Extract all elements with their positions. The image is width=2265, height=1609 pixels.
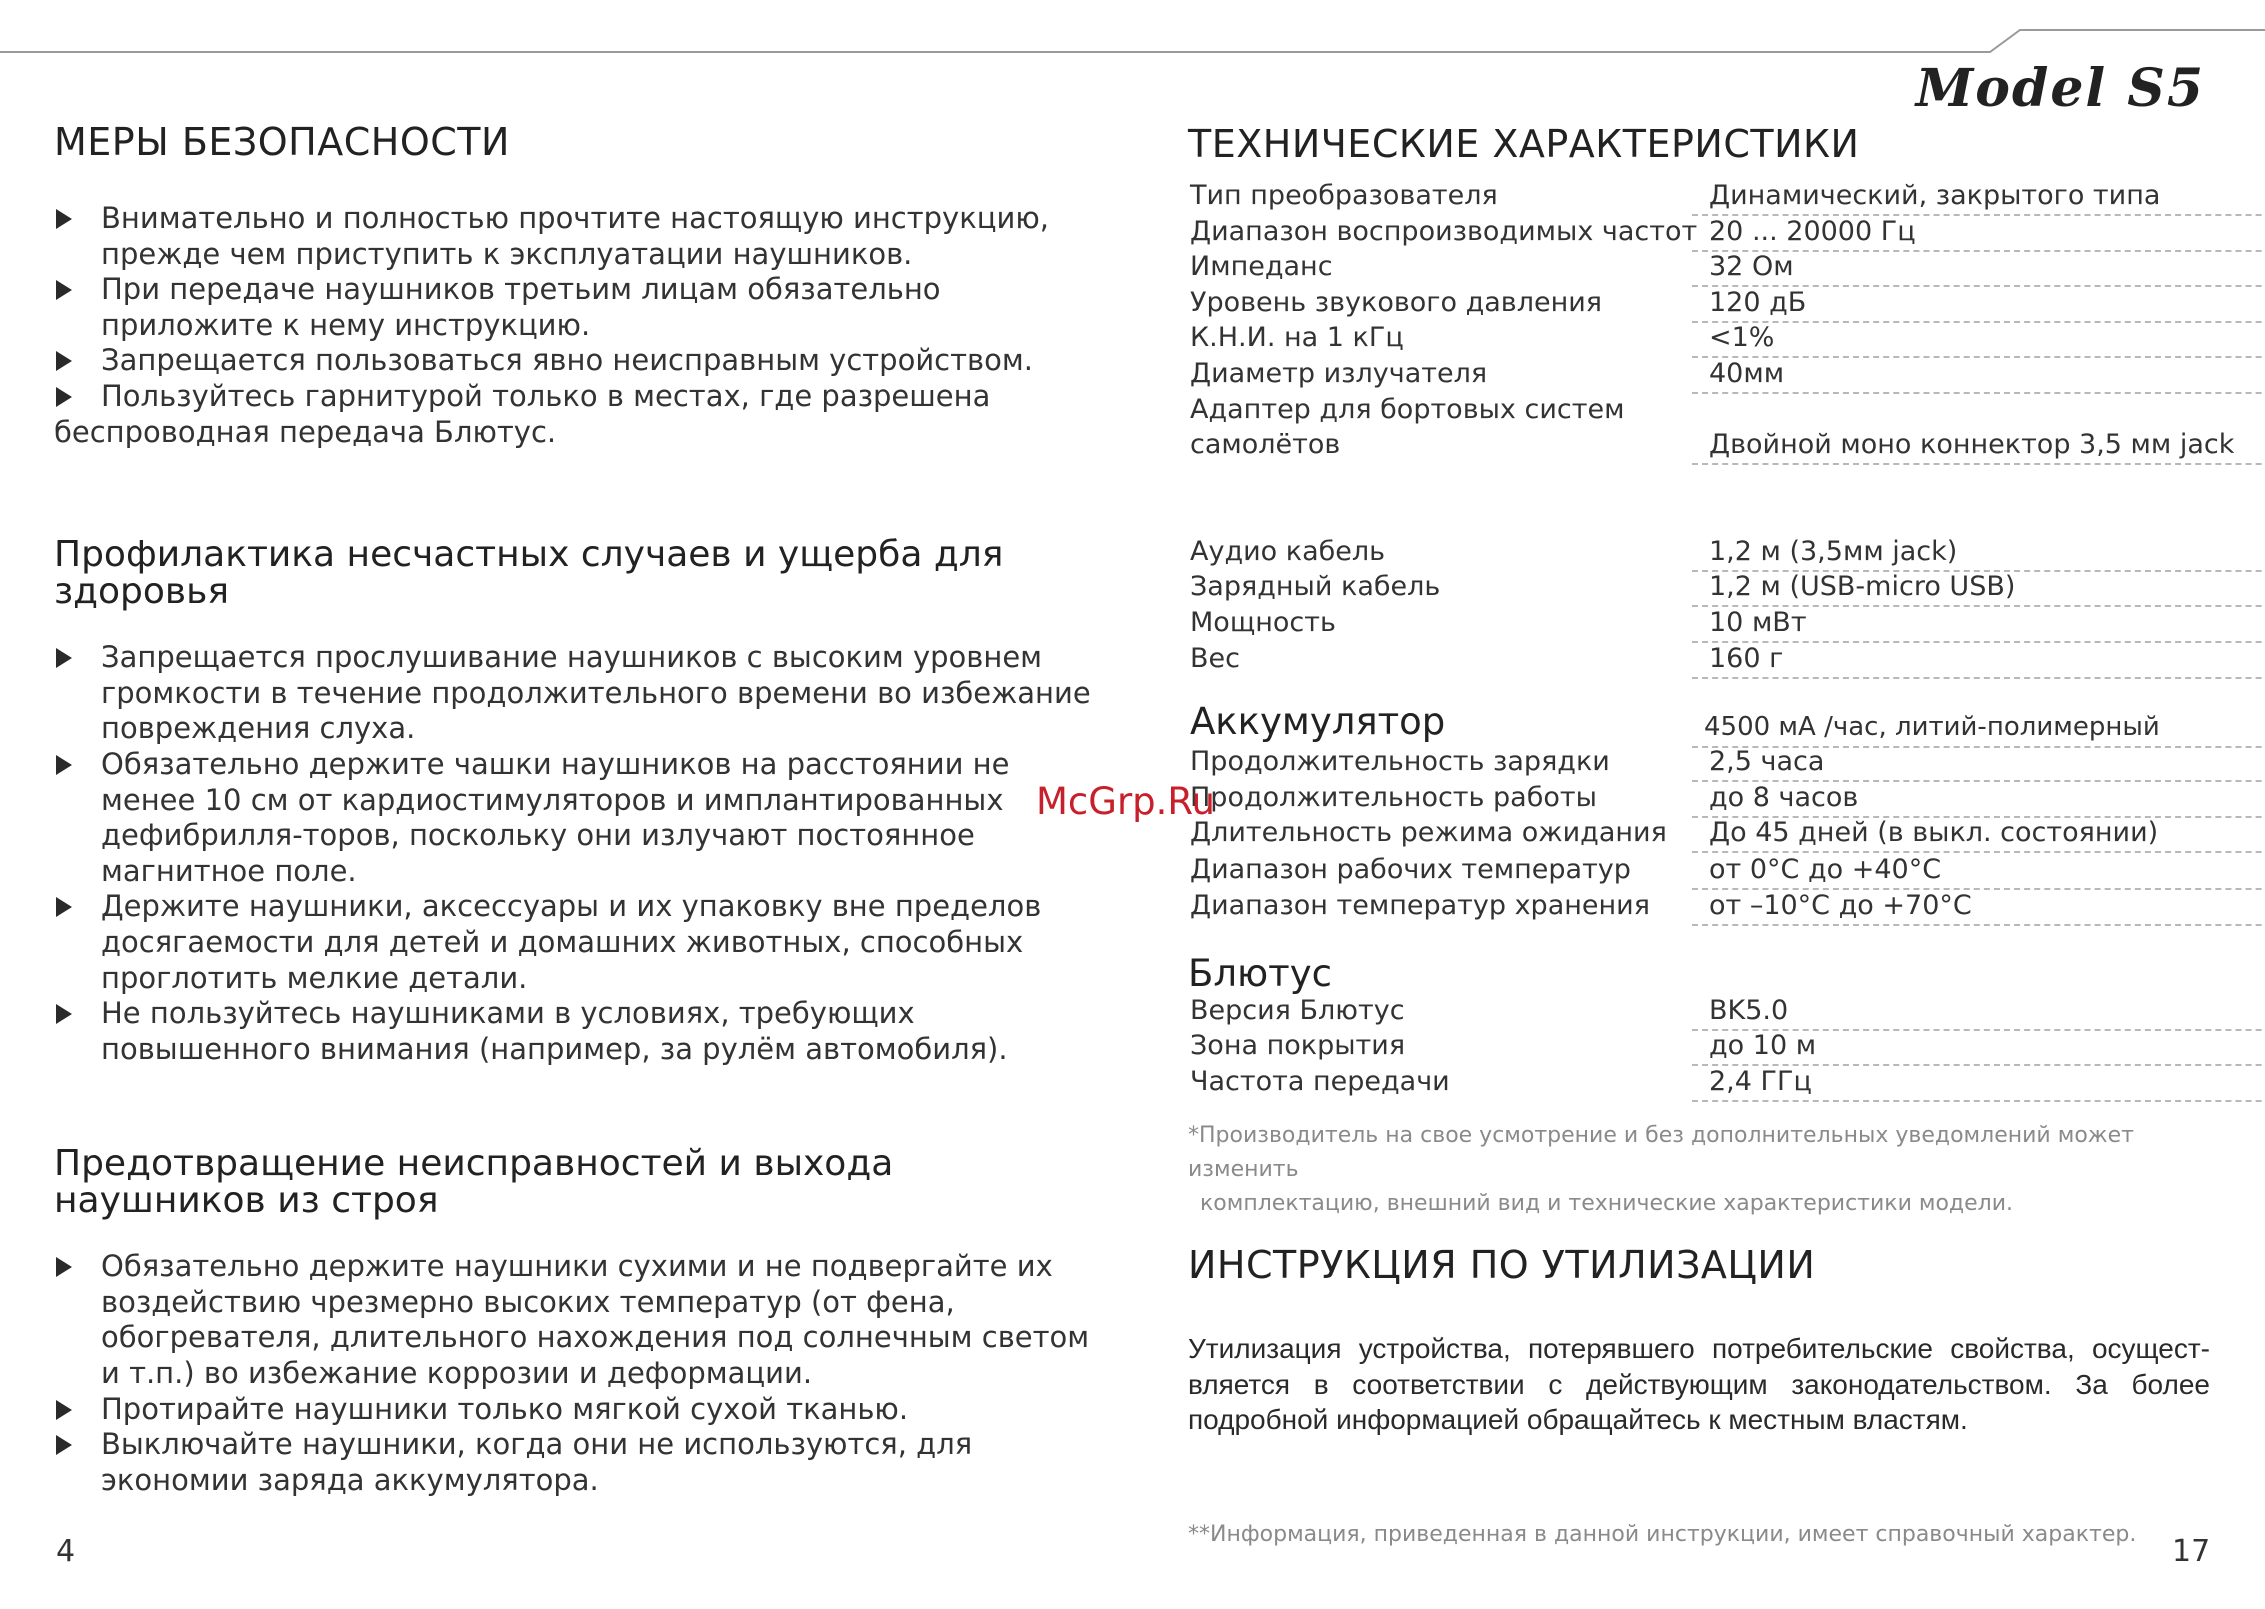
bullet-triangle-icon bbox=[56, 1435, 72, 1455]
specs-table-2 bbox=[1188, 536, 2208, 678]
spec-row: Продолжительность зарядки 2,5 часа bbox=[1188, 746, 2208, 782]
list-item: Не пользуйтесь наушниками в условиях, требующих повышенного внимания (например, за рулём автомобиля). bbox=[54, 996, 1094, 1067]
bullet-triangle-icon bbox=[56, 1400, 72, 1420]
bullet-triangle-icon bbox=[56, 1004, 72, 1024]
spec-row: Зарядный кабель 1,2 м (USB-micro USB) bbox=[1188, 571, 2208, 607]
spec-row: Продолжительность работы до 8 часов bbox=[1188, 782, 2208, 818]
list-item: Запрещается прослушивание наушников с высоким уровнем громкости в течение продолжительного времени во избежание повреждения слуха. bbox=[54, 640, 1094, 747]
bullet-triangle-icon bbox=[56, 280, 72, 300]
spec-row: Тип преобразователя Динамический, закрытого типа bbox=[1188, 180, 2208, 216]
bullet-triangle-icon bbox=[56, 387, 72, 407]
page-number-left: 4 bbox=[56, 1534, 76, 1569]
spec-row: Аудио кабель 1,2 м (3,5мм jack) bbox=[1188, 536, 2208, 572]
footnote: **Информация, приведенная в данной инструкции, имеет справочный характер. bbox=[1188, 1521, 2137, 1547]
list-item: Обязательно держите чашки наушников на расстоянии не менее 10 см от кардиостимуляторов и имплантированных дефибрилля-торов, поскольку они излучают постоянное магнитное поле. bbox=[54, 747, 1094, 889]
spec-row: Диапазон воспроизводимых частот 20 ... 20000 Гц bbox=[1188, 216, 2208, 252]
spec-row: Диапазон рабочих температур от 0°С до +40°С bbox=[1188, 854, 2208, 890]
spec-row: Диаметр излучателя 40мм bbox=[1188, 358, 2208, 394]
disposal-text: Утилизация устройства, потерявшего потребительские свойства, осущест-вляется в соответствии с действующим законодательством. За более подробной информацией обращайтесь к местным властям. bbox=[1188, 1333, 2210, 1436]
spec-row: Адаптер для бортовых систем bbox=[1190, 393, 1625, 425]
battery-table bbox=[1188, 746, 2208, 925]
bullet-triangle-icon bbox=[56, 648, 72, 668]
header-rule bbox=[0, 0, 2265, 60]
safety-title: МЕРЫ БЕЗОПАСНОСТИ bbox=[54, 120, 510, 164]
list-item: Внимательно и полностью прочтите настоящую инструкцию, прежде чем приступить к эксплуатации наушников. bbox=[54, 201, 1094, 272]
disposal-title: ИНСТРУКЦИЯ ПО УТИЛИЗАЦИИ bbox=[1188, 1243, 1816, 1288]
spec-row: Зона покрытия до 10 м bbox=[1188, 1030, 2208, 1066]
specs-title: ТЕХНИЧЕСКИЕ ХАРАКТЕРИСТИКИ bbox=[1188, 122, 1860, 166]
list-item: Запрещается пользоваться явно неисправным устройством. bbox=[54, 343, 1094, 379]
list-item: Пользуйтесь гарнитурой только в местах, где разрешена беспроводная передача Блютус. bbox=[54, 378, 991, 449]
spec-row: Длительность режима ожидания До 45 дней (в выкл. состоянии) bbox=[1188, 817, 2208, 854]
bullet-triangle-icon bbox=[56, 351, 72, 371]
spec-row: Импеданс 32 Ом bbox=[1188, 251, 2208, 287]
spec-row: Вес 160 г bbox=[1188, 643, 2208, 679]
bluetooth-title: Блютус bbox=[1188, 951, 1332, 995]
battery-value: 4500 мА /час, литий-полимерный bbox=[1704, 712, 2160, 743]
spec-row: К.Н.И. на 1 кГц <1% bbox=[1188, 322, 2208, 358]
page-number-right: 17 bbox=[2172, 1534, 2211, 1569]
spec-row: Диапазон температур хранения от –10°С до +70°С bbox=[1188, 890, 2208, 926]
malfunction-list bbox=[54, 1249, 1094, 1498]
prevention-title: Профилактика несчастных случаев и ущерба для здоровья bbox=[54, 534, 1004, 613]
spec-row: Версия Блютус BK5.0 bbox=[1188, 995, 2208, 1031]
safety-list bbox=[54, 201, 1094, 450]
malfunction-title: Предотвращение неисправностей и выхода наушников из строя bbox=[54, 1143, 894, 1222]
spec-row: самолётов Двойной моно коннектор 3,5 мм jack bbox=[1188, 429, 2208, 465]
battery-title: Аккумулятор bbox=[1190, 700, 1446, 744]
bullet-triangle-icon bbox=[56, 1257, 72, 1277]
specs-table bbox=[1188, 180, 2235, 465]
list-item: При передаче наушников третьим лицам обязательно приложите к нему инструкцию. bbox=[54, 272, 1094, 343]
model-logo: Model S5 bbox=[1915, 58, 2205, 119]
spec-row: Мощность 10 мВт bbox=[1188, 607, 2208, 643]
left-page bbox=[54, 120, 1094, 1498]
prevention-list bbox=[54, 640, 1094, 1067]
disclaimer: *Производитель на свое усмотрение и без дополнительных уведомлений может изменить комплектацию, внешний вид и технические характеристики модели. bbox=[1188, 1123, 2134, 1217]
list-item: Протирайте наушники только мягкой сухой тканью. bbox=[54, 1392, 1094, 1428]
bullet-triangle-icon bbox=[56, 897, 72, 917]
list-item: Выключайте наушники, когда они не используются, для экономии заряда аккумулятора. bbox=[54, 1427, 1094, 1498]
bullet-triangle-icon bbox=[56, 755, 72, 775]
list-item: Обязательно держите наушники сухими и не подвергайте их воздействию чрезмерно высоких температур (от фена, обогревателя, длительного нахождения под солнечным светом и т.п.) во избежание коррозии и деформации. bbox=[54, 1249, 1094, 1391]
spec-row: Уровень звукового давления 120 дБ bbox=[1188, 287, 2208, 323]
spec-row: Частота передачи 2,4 ГГц bbox=[1188, 1066, 2208, 1102]
battery-header bbox=[1188, 700, 2208, 746]
bluetooth-table bbox=[1188, 995, 2208, 1102]
watermark: McGrp.Ru bbox=[1036, 780, 1215, 823]
list-item: Держите наушники, аксессуары и их упаковку вне пределов досягаемости для детей и домашних животных, способных проглотить мелкие детали. bbox=[54, 889, 1094, 996]
bullet-triangle-icon bbox=[56, 209, 72, 229]
